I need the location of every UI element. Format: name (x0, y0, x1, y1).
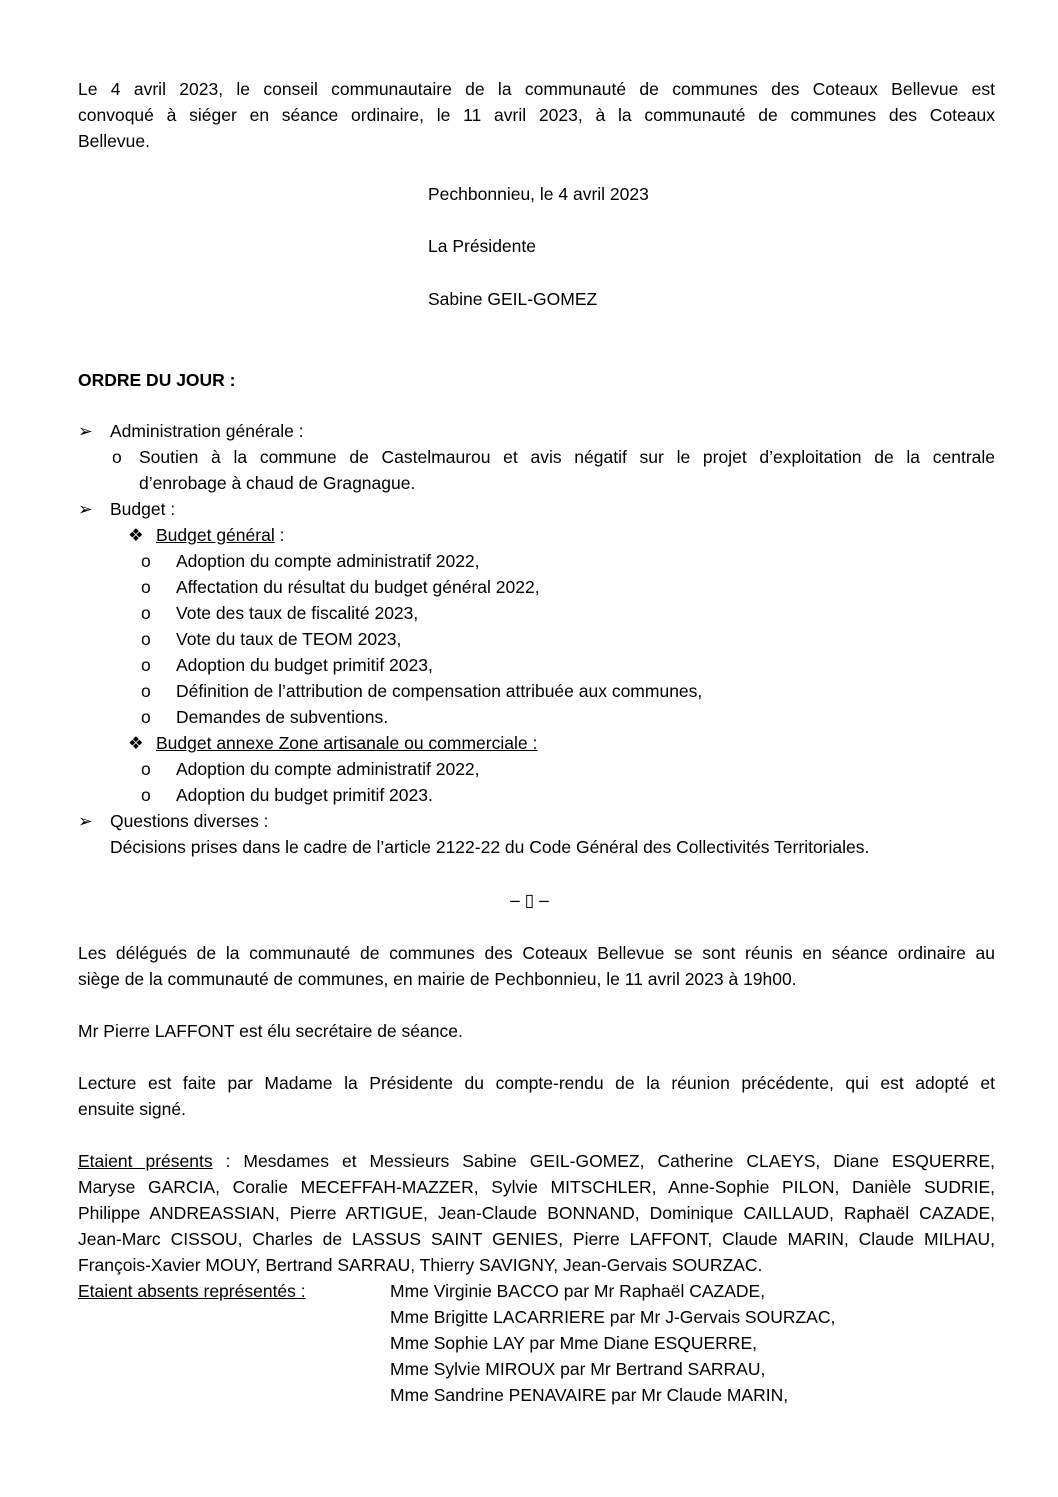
budget-annexe-item: Adoption du budget primitif 2023. (176, 785, 433, 805)
circle-bullet-icon: o (141, 551, 151, 571)
intro-line-2: convoqué à siéger en séance ordinaire, le 11 avril 2023, à la communauté de communes des Coteaux (78, 105, 995, 125)
present-line-1 (78, 1148, 995, 1174)
arrow-bullet-icon: ➢ (78, 811, 93, 831)
meeting-line-2: siège de la communauté de communes, en mairie de Pechbonnieu, le 11 avril 2023 à 19h00. (78, 969, 797, 989)
section-admin-title: Administration générale : (110, 421, 304, 441)
budget-general-item: Demandes de subventions. (176, 707, 389, 727)
budget-general-item: Affectation du résultat du budget général 2022, (176, 577, 540, 597)
represented-item: Mme Virginie BACCO par Mr Raphaël CAZADE, (390, 1281, 766, 1301)
represented-item: Mme Brigitte LACARRIERE par Mr J-Gervais SOURZAC, (390, 1307, 836, 1327)
circle-bullet-icon: o (141, 759, 151, 779)
circle-bullet-icon: o (141, 785, 151, 805)
circle-bullet-icon: o (141, 577, 151, 597)
represented-item: Mme Sophie LAY par Mme Diane ESQUERRE, (390, 1333, 757, 1353)
section-questions-text: Décisions prises dans le cadre de l’article 2122-22 du Code Général des Collectivités Territoriales. (110, 837, 870, 857)
meeting-line-1: Les délégués de la communauté de communes des Coteaux Bellevue se sont réunis en séance ordinaire au (78, 943, 995, 963)
signature-name: Sabine GEIL-GOMEZ (428, 289, 598, 309)
signature-place-date: Pechbonnieu, le 4 avril 2023 (428, 184, 649, 204)
represented-label: Etaient absents représentés (78, 1281, 296, 1301)
budget-general-item: Adoption du compte administratif 2022, (176, 551, 480, 571)
circle-bullet-icon: o (141, 707, 151, 727)
budget-annexe-title: Budget annexe Zone artisanale ou commerciale : (156, 733, 538, 753)
secretary-text: Mr Pierre LAFFONT est élu secrétaire de séance. (78, 1021, 463, 1041)
present-line-4: Jean-Marc CISSOU, Charles de LASSUS SAINT GENIES, Pierre LAFFONT, Claude MARIN, Claude MILHAU, (78, 1229, 995, 1249)
represented-heading (78, 1278, 306, 1304)
represented-item: Mme Sandrine PENAVAIRE par Mr Claude MARIN, (390, 1385, 789, 1405)
present-line-2: Maryse GARCIA, Coralie MECEFFAH-MAZZER, Sylvie MITSCHLER, Anne-Sophie PILON, Danièle SUDRIE, (78, 1177, 995, 1197)
budget-general-item: Définition de l’attribution de compensation attribuée aux communes, (176, 681, 703, 701)
reading-line-2: ensuite signé. (78, 1099, 186, 1119)
intro-line-3: Bellevue. (78, 131, 150, 151)
agenda-heading: ORDRE DU JOUR : (78, 370, 236, 390)
budget-general-title: Budget général (156, 525, 275, 545)
circle-bullet-icon: o (141, 629, 151, 649)
circle-bullet-icon: o (141, 655, 151, 675)
budget-general-item: Adoption du budget primitif 2023, (176, 655, 433, 675)
circle-bullet-icon: o (141, 681, 151, 701)
admin-item-line-1: Soutien à la commune de Castelmaurou et avis négatif sur le projet d’exploitation de la centrale (139, 447, 995, 467)
diamond-bullet-icon: ❖ (128, 525, 144, 545)
arrow-bullet-icon: ➢ (78, 421, 93, 441)
present-line-1-rest: : Mesdames et Messieurs Sabine GEIL-GOMEZ, Catherine CLAEYS, Diane ESQUERRE, (212, 1151, 996, 1171)
section-separator: – ▯ – (510, 890, 549, 910)
budget-general-heading (156, 522, 284, 548)
admin-item-line-2: d’enrobage à chaud de Gragnague. (139, 473, 416, 493)
intro-line-1: Le 4 avril 2023, le conseil communautaire de la communauté de communes des Coteaux Bellevue est (78, 79, 995, 99)
arrow-bullet-icon: ➢ (78, 499, 93, 519)
represented-item: Mme Sylvie MIROUX par Mr Bertrand SARRAU, (390, 1359, 766, 1379)
section-budget-title: Budget : (110, 499, 176, 519)
section-questions-title: Questions diverses : (110, 811, 269, 831)
budget-general-item: Vote des taux de fiscalité 2023, (176, 603, 419, 623)
signature-role: La Présidente (428, 236, 536, 256)
circle-bullet-icon: o (141, 603, 151, 623)
budget-general-item: Vote du taux de TEOM 2023, (176, 629, 402, 649)
diamond-bullet-icon: ❖ (128, 733, 144, 753)
reading-line-1: Lecture est faite par Madame la Présidente du compte-rendu de la réunion précédente, qui est adopté et (78, 1073, 995, 1093)
budget-annexe-item: Adoption du compte administratif 2022, (176, 759, 480, 779)
circle-bullet-icon: o (112, 447, 122, 467)
represented-label-suffix: : (295, 1281, 306, 1301)
present-line-5: François-Xavier MOUY, Bertrand SARRAU, Thierry SAVIGNY, Jean-Gervais SOURZAC. (78, 1255, 763, 1275)
budget-general-suffix: : (274, 525, 285, 545)
present-line-3: Philippe ANDREASSIAN, Pierre ARTIGUE, Jean-Claude BONNAND, Dominique CAILLAUD, Raphaël CAZADE, (78, 1203, 995, 1223)
present-label: Etaient présents (78, 1151, 213, 1171)
